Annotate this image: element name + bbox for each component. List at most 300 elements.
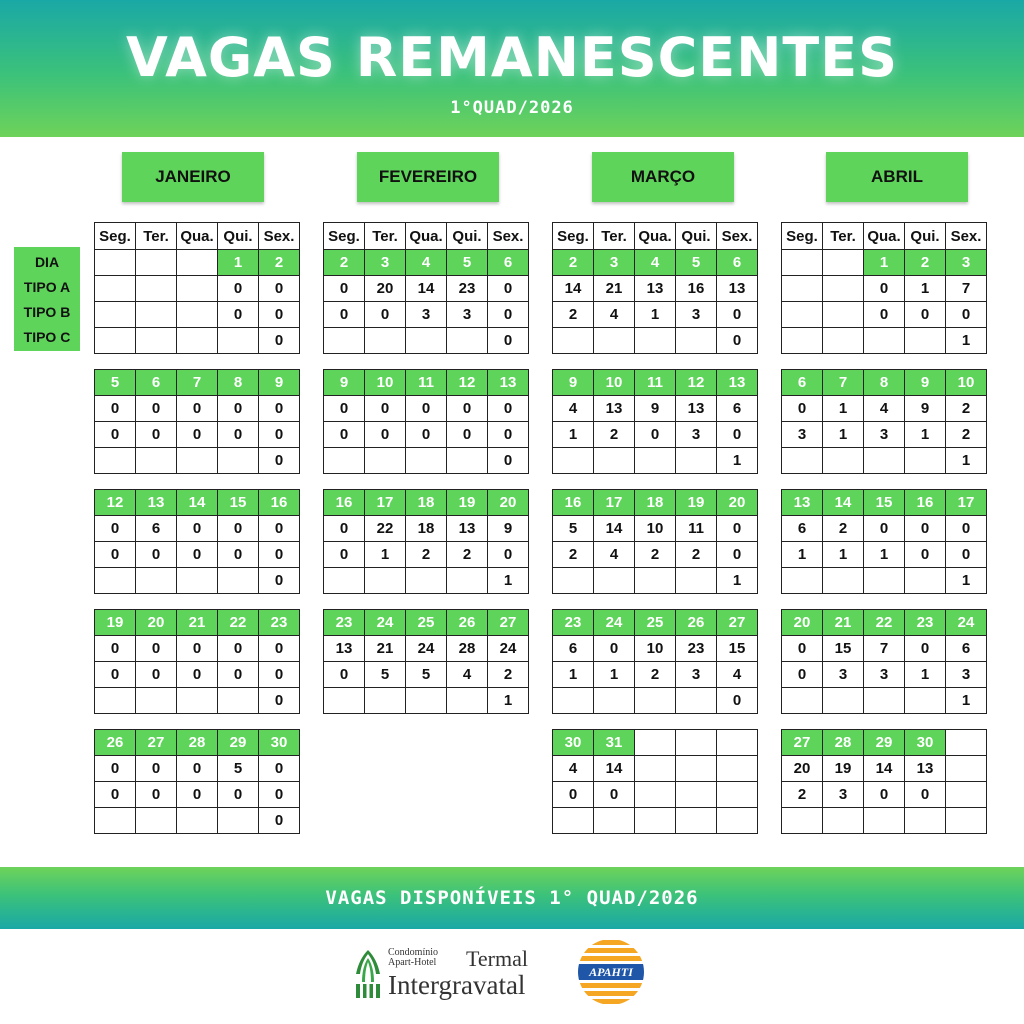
tipo-b-value-cell: 0 bbox=[218, 422, 259, 448]
tipo-a-value-cell: 0 bbox=[259, 396, 300, 422]
tipo-b-value-cell: 2 bbox=[553, 542, 594, 568]
tipo-c-value-cell bbox=[864, 328, 905, 354]
logo-line-condominio: Condomínio bbox=[388, 947, 439, 958]
week-spacer bbox=[324, 594, 529, 610]
day-number-cell: 7 bbox=[177, 370, 218, 396]
week-spacer-cell bbox=[553, 594, 758, 610]
weekday-header: Ter. bbox=[594, 223, 635, 250]
tipo-b-value-cell: 0 bbox=[717, 422, 758, 448]
tipo-c-value-cell bbox=[324, 448, 365, 474]
tipo-a-value-cell: 13 bbox=[717, 276, 758, 302]
day-number-cell: 18 bbox=[406, 490, 447, 516]
day-number-cell: 26 bbox=[95, 730, 136, 756]
tipo-b-row bbox=[553, 422, 758, 448]
tipo-b-value-cell: 1 bbox=[823, 422, 864, 448]
calendar-abril bbox=[781, 222, 987, 834]
week-spacer-cell bbox=[324, 354, 529, 370]
tipo-b-value-cell: 0 bbox=[95, 782, 136, 808]
tipo-c-value-cell bbox=[594, 568, 635, 594]
tipo-b-value-cell: 0 bbox=[553, 782, 594, 808]
day-number-cell: 6 bbox=[488, 250, 529, 276]
day-number-cell bbox=[946, 730, 987, 756]
day-number-cell: 2 bbox=[905, 250, 946, 276]
tipo-a-value-cell: 18 bbox=[406, 516, 447, 542]
day-number-cell: 15 bbox=[864, 490, 905, 516]
week-spacer-cell bbox=[782, 714, 987, 730]
weekday-header: Qua. bbox=[635, 223, 676, 250]
tipo-c-value-cell bbox=[218, 568, 259, 594]
week-spacer bbox=[324, 354, 529, 370]
tipo-c-value-cell bbox=[553, 688, 594, 714]
weekday-header: Sex. bbox=[946, 223, 987, 250]
tipo-c-value-cell bbox=[594, 448, 635, 474]
weekday-header: Ter. bbox=[823, 223, 864, 250]
tipo-c-row bbox=[782, 568, 987, 594]
tipo-b-row bbox=[95, 422, 300, 448]
tipo-a-value-cell: 13 bbox=[905, 756, 946, 782]
tipo-a-value-cell: 21 bbox=[365, 636, 406, 662]
day-number-cell: 12 bbox=[676, 370, 717, 396]
calendar-table bbox=[323, 222, 529, 714]
day-number-cell bbox=[95, 250, 136, 276]
tipo-a-value-cell bbox=[95, 276, 136, 302]
tipo-a-value-cell: 28 bbox=[447, 636, 488, 662]
tipo-a-value-cell: 0 bbox=[782, 636, 823, 662]
day-number-cell: 16 bbox=[324, 490, 365, 516]
tipo-c-value-cell bbox=[365, 568, 406, 594]
weekday-header: Seg. bbox=[553, 223, 594, 250]
tipo-a-value-cell: 0 bbox=[218, 276, 259, 302]
tipo-c-value-cell bbox=[823, 568, 864, 594]
tipo-a-value-cell: 0 bbox=[259, 636, 300, 662]
tipo-a-row bbox=[782, 276, 987, 302]
tipo-a-value-cell: 10 bbox=[635, 516, 676, 542]
tipo-c-value-cell bbox=[406, 448, 447, 474]
day-number-cell: 28 bbox=[177, 730, 218, 756]
tipo-a-value-cell: 0 bbox=[324, 276, 365, 302]
tipo-a-row bbox=[553, 756, 758, 782]
page-title: VAGAS REMANESCENTES bbox=[125, 26, 899, 89]
tipo-b-row bbox=[553, 662, 758, 688]
tipo-c-value-cell bbox=[635, 688, 676, 714]
tipo-c-value-cell bbox=[823, 808, 864, 834]
tipo-c-value-cell: 1 bbox=[488, 568, 529, 594]
calendar-fevereiro bbox=[323, 222, 529, 714]
tipo-b-row bbox=[782, 422, 987, 448]
day-row bbox=[95, 610, 300, 636]
tipo-c-value-cell bbox=[553, 328, 594, 354]
tipo-a-value-cell: 0 bbox=[324, 516, 365, 542]
day-row bbox=[553, 490, 758, 516]
day-number-cell: 16 bbox=[905, 490, 946, 516]
tipo-c-value-cell bbox=[864, 448, 905, 474]
tipo-c-value-cell: 1 bbox=[946, 568, 987, 594]
day-number-cell: 9 bbox=[259, 370, 300, 396]
tipo-a-value-cell: 16 bbox=[676, 276, 717, 302]
tipo-a-value-cell: 2 bbox=[823, 516, 864, 542]
tipo-c-value-cell bbox=[95, 808, 136, 834]
week-spacer bbox=[553, 354, 758, 370]
tipo-b-value-cell: 3 bbox=[676, 302, 717, 328]
tipo-a-row bbox=[95, 396, 300, 422]
apahti-logo-text: APAHTI bbox=[589, 965, 633, 979]
calendar-table bbox=[94, 222, 300, 834]
tipo-b-value-cell: 0 bbox=[177, 662, 218, 688]
tipo-b-value-cell bbox=[946, 782, 987, 808]
tipo-c-value-cell bbox=[676, 328, 717, 354]
week-spacer bbox=[782, 594, 987, 610]
tipo-b-value-cell: 0 bbox=[365, 422, 406, 448]
day-number-cell: 27 bbox=[488, 610, 529, 636]
day-number-cell bbox=[823, 250, 864, 276]
tipo-b-value-cell: 2 bbox=[946, 422, 987, 448]
tipo-b-value-cell: 0 bbox=[635, 422, 676, 448]
day-number-cell: 7 bbox=[823, 370, 864, 396]
day-row bbox=[782, 490, 987, 516]
tipo-b-row bbox=[782, 542, 987, 568]
week-spacer-cell bbox=[95, 474, 300, 490]
tipo-a-row bbox=[782, 636, 987, 662]
tipo-b-value-cell bbox=[676, 782, 717, 808]
tipo-a-value-cell: 0 bbox=[95, 756, 136, 782]
tipo-a-value-cell: 14 bbox=[406, 276, 447, 302]
day-row bbox=[553, 250, 758, 276]
day-number-cell: 23 bbox=[324, 610, 365, 636]
tipo-b-value-cell: 0 bbox=[95, 662, 136, 688]
tipo-a-value-cell: 9 bbox=[905, 396, 946, 422]
tipo-b-value-cell: 3 bbox=[823, 782, 864, 808]
month-label-marco: MARÇO bbox=[592, 152, 734, 202]
day-number-cell: 13 bbox=[136, 490, 177, 516]
day-number-cell: 2 bbox=[259, 250, 300, 276]
tipo-b-value-cell: 1 bbox=[635, 302, 676, 328]
tipo-b-value-cell: 0 bbox=[488, 422, 529, 448]
day-number-cell: 18 bbox=[635, 490, 676, 516]
header-banner bbox=[0, 0, 1024, 137]
tipo-a-row bbox=[553, 636, 758, 662]
tipo-c-value-cell bbox=[782, 568, 823, 594]
tipo-c-value-cell bbox=[324, 328, 365, 354]
tipo-c-value-cell bbox=[782, 328, 823, 354]
day-row bbox=[95, 490, 300, 516]
tipo-c-value-cell bbox=[635, 568, 676, 594]
tipo-c-value-cell bbox=[553, 808, 594, 834]
tipo-b-value-cell bbox=[177, 302, 218, 328]
tipo-c-value-cell bbox=[218, 688, 259, 714]
tipo-c-value-cell bbox=[905, 448, 946, 474]
day-number-cell: 10 bbox=[365, 370, 406, 396]
tipo-a-value-cell: 4 bbox=[553, 756, 594, 782]
week-spacer-cell bbox=[324, 474, 529, 490]
tipo-c-value-cell bbox=[95, 328, 136, 354]
day-number-cell: 23 bbox=[259, 610, 300, 636]
day-number-cell: 1 bbox=[218, 250, 259, 276]
tipo-b-value-cell: 0 bbox=[864, 782, 905, 808]
tipo-a-value-cell: 15 bbox=[823, 636, 864, 662]
tipo-b-value-cell: 4 bbox=[594, 542, 635, 568]
weekday-header: Ter. bbox=[365, 223, 406, 250]
day-number-cell: 10 bbox=[946, 370, 987, 396]
tipo-a-value-cell: 0 bbox=[365, 396, 406, 422]
tipo-b-value-cell: 3 bbox=[676, 662, 717, 688]
legend-dia: DIA bbox=[34, 253, 60, 270]
tipo-b-value-cell: 0 bbox=[136, 542, 177, 568]
tipo-c-value-cell: 1 bbox=[488, 688, 529, 714]
week-spacer bbox=[324, 474, 529, 490]
tipo-b-value-cell: 0 bbox=[905, 542, 946, 568]
tipo-c-value-cell bbox=[594, 328, 635, 354]
tipo-c-value-cell bbox=[177, 568, 218, 594]
tipo-a-value-cell: 0 bbox=[177, 756, 218, 782]
footer-text: VAGAS DISPONÍVEIS 1° QUAD/2026 bbox=[325, 887, 699, 909]
tipo-a-value-cell: 19 bbox=[823, 756, 864, 782]
tipo-b-value-cell: 0 bbox=[365, 302, 406, 328]
day-number-cell: 6 bbox=[136, 370, 177, 396]
day-number-cell: 24 bbox=[946, 610, 987, 636]
week-spacer bbox=[95, 354, 300, 370]
tipo-c-value-cell bbox=[823, 688, 864, 714]
tipo-c-value-cell bbox=[447, 568, 488, 594]
tipo-b-value-cell bbox=[136, 302, 177, 328]
tipo-b-row bbox=[782, 302, 987, 328]
day-number-cell bbox=[782, 250, 823, 276]
tipo-b-value-cell: 0 bbox=[218, 542, 259, 568]
day-row bbox=[324, 370, 529, 396]
tipo-a-value-cell: 0 bbox=[95, 396, 136, 422]
tipo-c-value-cell: 0 bbox=[259, 448, 300, 474]
week-spacer bbox=[782, 354, 987, 370]
day-number-cell: 22 bbox=[864, 610, 905, 636]
tipo-b-value-cell: 3 bbox=[447, 302, 488, 328]
tipo-c-row bbox=[553, 688, 758, 714]
tipo-c-value-cell: 0 bbox=[259, 688, 300, 714]
logo-line-apart-hotel: Apart-Hotel bbox=[388, 957, 437, 968]
day-number-cell: 2 bbox=[553, 250, 594, 276]
tipo-a-value-cell: 9 bbox=[488, 516, 529, 542]
tipo-a-value-cell: 0 bbox=[594, 636, 635, 662]
tipo-a-value-cell: 0 bbox=[136, 396, 177, 422]
tipo-b-value-cell: 0 bbox=[946, 542, 987, 568]
day-number-cell: 24 bbox=[365, 610, 406, 636]
tipo-a-row bbox=[95, 516, 300, 542]
tipo-c-value-cell: 0 bbox=[259, 328, 300, 354]
tipo-b-value-cell: 2 bbox=[488, 662, 529, 688]
tipo-c-value-cell bbox=[136, 448, 177, 474]
day-number-cell: 19 bbox=[447, 490, 488, 516]
day-number-cell: 23 bbox=[553, 610, 594, 636]
tipo-a-value-cell: 9 bbox=[635, 396, 676, 422]
tipo-a-value-cell: 13 bbox=[447, 516, 488, 542]
day-number-cell: 20 bbox=[782, 610, 823, 636]
tipo-a-value-cell: 6 bbox=[946, 636, 987, 662]
weekday-header: Seg. bbox=[782, 223, 823, 250]
tipo-b-value-cell: 3 bbox=[823, 662, 864, 688]
tipo-b-value-cell: 1 bbox=[553, 662, 594, 688]
tipo-c-value-cell bbox=[553, 568, 594, 594]
day-number-cell: 13 bbox=[717, 370, 758, 396]
tipo-c-value-cell bbox=[177, 328, 218, 354]
tipo-c-value-cell bbox=[782, 448, 823, 474]
tipo-b-value-cell: 0 bbox=[488, 542, 529, 568]
legend-tipo-b: TIPO B bbox=[23, 303, 71, 320]
tipo-b-value-cell: 2 bbox=[635, 542, 676, 568]
tipo-c-value-cell bbox=[676, 568, 717, 594]
day-number-cell: 26 bbox=[447, 610, 488, 636]
tipo-a-value-cell bbox=[946, 756, 987, 782]
day-number-cell: 30 bbox=[259, 730, 300, 756]
tipo-a-value-cell: 0 bbox=[717, 516, 758, 542]
tipo-b-value-cell: 4 bbox=[447, 662, 488, 688]
tipo-a-value-cell bbox=[635, 756, 676, 782]
tipo-a-value-cell: 4 bbox=[864, 396, 905, 422]
tipo-c-value-cell bbox=[676, 688, 717, 714]
weekday-header: Qui. bbox=[218, 223, 259, 250]
calendar-table bbox=[552, 222, 758, 834]
day-row bbox=[782, 250, 987, 276]
tipo-b-value-cell: 0 bbox=[259, 422, 300, 448]
day-row bbox=[553, 370, 758, 396]
day-number-cell bbox=[177, 250, 218, 276]
legend-tipo-a: TIPO A bbox=[23, 278, 71, 295]
week-spacer-cell bbox=[782, 354, 987, 370]
day-row bbox=[95, 730, 300, 756]
tipo-a-value-cell: 14 bbox=[864, 756, 905, 782]
tipo-a-value-cell: 0 bbox=[95, 636, 136, 662]
tipo-b-value-cell: 5 bbox=[406, 662, 447, 688]
tipo-b-row bbox=[782, 662, 987, 688]
tipo-c-value-cell bbox=[594, 688, 635, 714]
day-number-cell: 27 bbox=[136, 730, 177, 756]
day-number-cell: 24 bbox=[594, 610, 635, 636]
day-number-cell: 6 bbox=[782, 370, 823, 396]
tipo-b-row bbox=[782, 782, 987, 808]
tipo-a-value-cell: 20 bbox=[782, 756, 823, 782]
tipo-c-value-cell bbox=[365, 688, 406, 714]
tipo-b-value-cell: 4 bbox=[717, 662, 758, 688]
weekday-header: Qua. bbox=[406, 223, 447, 250]
tipo-b-value-cell bbox=[782, 302, 823, 328]
day-number-cell: 27 bbox=[782, 730, 823, 756]
day-number-cell: 6 bbox=[717, 250, 758, 276]
day-row bbox=[782, 730, 987, 756]
tipo-b-value-cell: 0 bbox=[177, 782, 218, 808]
tipo-a-value-cell: 14 bbox=[594, 516, 635, 542]
day-number-cell: 25 bbox=[635, 610, 676, 636]
day-number-cell: 21 bbox=[177, 610, 218, 636]
weekday-header: Qua. bbox=[864, 223, 905, 250]
tipo-b-value-cell: 1 bbox=[365, 542, 406, 568]
tipo-c-value-cell bbox=[782, 688, 823, 714]
day-number-cell: 9 bbox=[905, 370, 946, 396]
week-spacer-cell bbox=[553, 354, 758, 370]
tipo-a-value-cell: 11 bbox=[676, 516, 717, 542]
tipo-b-value-cell bbox=[717, 782, 758, 808]
day-number-cell: 17 bbox=[594, 490, 635, 516]
week-spacer bbox=[782, 714, 987, 730]
tipo-c-row bbox=[324, 688, 529, 714]
tipo-a-value-cell bbox=[823, 276, 864, 302]
tipo-b-row bbox=[95, 782, 300, 808]
tipo-b-value-cell: 1 bbox=[864, 542, 905, 568]
tipo-c-value-cell: 1 bbox=[717, 568, 758, 594]
week-spacer bbox=[553, 594, 758, 610]
day-number-cell: 12 bbox=[447, 370, 488, 396]
tipo-b-value-cell: 0 bbox=[864, 302, 905, 328]
tipo-c-value-cell bbox=[717, 808, 758, 834]
tipo-c-row bbox=[553, 808, 758, 834]
tipo-c-value-cell bbox=[406, 568, 447, 594]
tipo-b-value-cell: 0 bbox=[324, 422, 365, 448]
day-number-cell: 3 bbox=[594, 250, 635, 276]
tipo-b-value-cell: 0 bbox=[594, 782, 635, 808]
day-row bbox=[782, 610, 987, 636]
tipo-b-row bbox=[324, 542, 529, 568]
tipo-a-row bbox=[782, 396, 987, 422]
week-spacer-cell bbox=[782, 474, 987, 490]
tipo-a-value-cell: 24 bbox=[406, 636, 447, 662]
weekday-header: Sex. bbox=[717, 223, 758, 250]
tipo-b-value-cell: 0 bbox=[136, 662, 177, 688]
week-spacer-cell bbox=[782, 594, 987, 610]
tipo-c-value-cell bbox=[177, 808, 218, 834]
day-number-cell: 17 bbox=[946, 490, 987, 516]
day-number-cell: 14 bbox=[177, 490, 218, 516]
day-number-cell: 29 bbox=[864, 730, 905, 756]
tipo-a-value-cell: 0 bbox=[905, 636, 946, 662]
tipo-a-value-cell: 13 bbox=[324, 636, 365, 662]
tipo-a-value-cell: 0 bbox=[864, 516, 905, 542]
tipo-b-value-cell: 0 bbox=[259, 542, 300, 568]
tipo-a-value-cell bbox=[717, 756, 758, 782]
day-number-cell: 5 bbox=[447, 250, 488, 276]
tipo-c-value-cell: 1 bbox=[946, 688, 987, 714]
tipo-c-row bbox=[324, 328, 529, 354]
tipo-b-row bbox=[553, 542, 758, 568]
weekday-header: Qui. bbox=[447, 223, 488, 250]
day-number-cell: 15 bbox=[218, 490, 259, 516]
tipo-c-value-cell bbox=[136, 688, 177, 714]
tipo-a-value-cell bbox=[676, 756, 717, 782]
day-number-cell: 20 bbox=[717, 490, 758, 516]
tipo-c-value-cell: 1 bbox=[946, 328, 987, 354]
tipo-a-value-cell: 13 bbox=[635, 276, 676, 302]
tipo-a-value-cell: 0 bbox=[218, 636, 259, 662]
tipo-c-row bbox=[553, 568, 758, 594]
day-number-cell: 20 bbox=[136, 610, 177, 636]
week-spacer bbox=[95, 474, 300, 490]
tipo-b-value-cell: 0 bbox=[259, 782, 300, 808]
day-row bbox=[324, 490, 529, 516]
tipo-a-value-cell: 0 bbox=[447, 396, 488, 422]
tipo-c-value-cell bbox=[447, 688, 488, 714]
day-number-cell: 12 bbox=[95, 490, 136, 516]
tipo-c-row bbox=[324, 568, 529, 594]
weekday-header: Qui. bbox=[676, 223, 717, 250]
tipo-a-value-cell: 0 bbox=[177, 396, 218, 422]
day-number-cell: 23 bbox=[905, 610, 946, 636]
tipo-a-value-cell: 21 bbox=[594, 276, 635, 302]
day-number-cell: 20 bbox=[488, 490, 529, 516]
tipo-c-value-cell: 0 bbox=[488, 328, 529, 354]
tipo-b-value-cell: 1 bbox=[553, 422, 594, 448]
tipo-c-row bbox=[95, 328, 300, 354]
day-number-cell: 30 bbox=[905, 730, 946, 756]
tipo-c-value-cell bbox=[676, 448, 717, 474]
day-number-cell: 17 bbox=[365, 490, 406, 516]
tipo-a-value-cell: 6 bbox=[136, 516, 177, 542]
tipo-a-value-cell: 6 bbox=[717, 396, 758, 422]
tipo-c-value-cell bbox=[136, 808, 177, 834]
